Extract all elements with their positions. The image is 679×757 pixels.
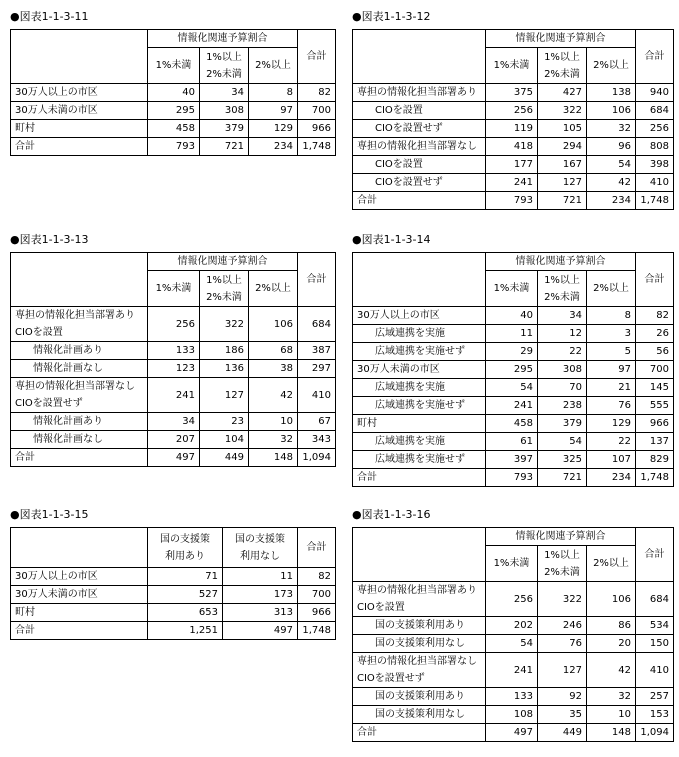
table-row xyxy=(11,360,336,378)
cell-value: 11 xyxy=(223,568,298,586)
cell-value: 127 xyxy=(200,378,249,413)
table-row xyxy=(353,120,674,138)
table-row xyxy=(353,635,674,653)
data-table xyxy=(352,252,674,487)
col-header-lt1: 1%未満 xyxy=(486,48,538,84)
data-table xyxy=(10,252,336,467)
cell-value: 40 xyxy=(486,307,538,325)
cell-value: 177 xyxy=(486,156,538,174)
row-label: 専担の情報化担当部署なし xyxy=(353,138,486,156)
figure-title: ●図表1-1-3-12 xyxy=(352,10,431,23)
cell-value: 256 xyxy=(486,102,538,120)
cell-value: 34 xyxy=(200,84,249,102)
cell-value: 721 xyxy=(538,192,587,210)
row-label: 広域連携を実施せず xyxy=(353,343,486,361)
cell-value: 1,094 xyxy=(636,724,674,742)
cell-value: 5 xyxy=(587,343,636,361)
figure-1-1-3-15 xyxy=(10,508,336,640)
col-header-lt1: 1%未満 xyxy=(148,271,200,307)
cell-value: 35 xyxy=(538,706,587,724)
cell-value: 105 xyxy=(538,120,587,138)
cell-value: 1,748 xyxy=(298,138,336,156)
col-header-ge2: 2%以上 xyxy=(587,546,636,582)
cell-value: 322 xyxy=(538,102,587,120)
cell-value: 54 xyxy=(538,433,587,451)
cell-value: 322 xyxy=(200,307,249,342)
cell-value: 458 xyxy=(486,415,538,433)
table-row xyxy=(353,379,674,397)
row-label: 情報化計画あり xyxy=(11,413,148,431)
cell-value: 3 xyxy=(587,325,636,343)
row-label: 専担の情報化担当部署あり CIOを設置 xyxy=(353,582,486,617)
row-label: 合計 xyxy=(11,138,148,156)
cell-value: 397 xyxy=(486,451,538,469)
cell-value: 497 xyxy=(223,622,298,640)
table-row xyxy=(353,415,674,433)
cell-value: 153 xyxy=(636,706,674,724)
total-row xyxy=(11,138,336,156)
corner-cell xyxy=(353,528,486,582)
cell-value: 136 xyxy=(200,360,249,378)
table-row xyxy=(11,102,336,120)
cell-value: 684 xyxy=(636,582,674,617)
col-header-lt1: 1%未満 xyxy=(148,48,200,84)
cell-value: 127 xyxy=(538,653,587,688)
row-label: 町村 xyxy=(11,120,148,138)
total-row xyxy=(353,469,674,487)
cell-value: 42 xyxy=(587,653,636,688)
cell-value: 71 xyxy=(148,568,223,586)
cell-value: 256 xyxy=(486,582,538,617)
cell-value: 325 xyxy=(538,451,587,469)
cell-value: 241 xyxy=(148,378,200,413)
cell-value: 418 xyxy=(486,138,538,156)
col-header-ge2: 2%以上 xyxy=(587,48,636,84)
cell-value: 54 xyxy=(486,635,538,653)
cell-value: 8 xyxy=(249,84,298,102)
group-header: 情報化関連予算割合 xyxy=(486,30,636,48)
cell-value: 32 xyxy=(587,120,636,138)
cell-value: 427 xyxy=(538,84,587,102)
cell-value: 234 xyxy=(249,138,298,156)
total-header: 合計 xyxy=(298,528,336,568)
cell-value: 22 xyxy=(538,343,587,361)
cell-value: 256 xyxy=(636,120,674,138)
cell-value: 700 xyxy=(298,586,336,604)
cell-value: 1,748 xyxy=(636,469,674,487)
cell-value: 61 xyxy=(486,433,538,451)
cell-value: 202 xyxy=(486,617,538,635)
cell-value: 10 xyxy=(587,706,636,724)
cell-value: 148 xyxy=(249,449,298,467)
cell-value: 137 xyxy=(636,433,674,451)
cell-value: 241 xyxy=(486,653,538,688)
cell-value: 97 xyxy=(587,361,636,379)
col-header-ge2: 2%以上 xyxy=(249,271,298,307)
cell-value: 308 xyxy=(538,361,587,379)
total-header: 合計 xyxy=(636,528,674,582)
figure-1-1-3-14 xyxy=(352,233,674,487)
cell-value: 793 xyxy=(486,192,538,210)
table-row xyxy=(353,343,674,361)
table-row xyxy=(353,688,674,706)
total-row xyxy=(353,724,674,742)
row-label: CIOを設置 xyxy=(353,102,486,120)
row-label: 国の支援策利用あり xyxy=(353,617,486,635)
row-label: 専担の情報化担当部署なし CIOを設置せず xyxy=(11,378,148,413)
cell-value: 257 xyxy=(636,688,674,706)
table-row xyxy=(353,84,674,102)
row-label: 国の支援策利用あり xyxy=(353,688,486,706)
cell-value: 1,748 xyxy=(636,192,674,210)
cell-value: 22 xyxy=(587,433,636,451)
cell-value: 133 xyxy=(486,688,538,706)
cell-value: 653 xyxy=(148,604,223,622)
figure-title: ●図表1-1-3-14 xyxy=(352,233,431,246)
cell-value: 1,094 xyxy=(298,449,336,467)
cell-value: 173 xyxy=(223,586,298,604)
cell-value: 82 xyxy=(298,568,336,586)
cell-value: 145 xyxy=(636,379,674,397)
cell-value: 343 xyxy=(298,431,336,449)
cell-value: 10 xyxy=(249,413,298,431)
row-label: 専担の情報化担当部署なし CIOを設置せず xyxy=(353,653,486,688)
row-label: 合計 xyxy=(353,724,486,742)
cell-value: 829 xyxy=(636,451,674,469)
col-header-1to2: 1%以上 2%未満 xyxy=(200,271,249,307)
data-table xyxy=(352,29,674,210)
cell-value: 42 xyxy=(249,378,298,413)
cell-value: 966 xyxy=(298,120,336,138)
cell-value: 1,748 xyxy=(298,622,336,640)
cell-value: 379 xyxy=(200,120,249,138)
cell-value: 700 xyxy=(636,361,674,379)
cell-value: 497 xyxy=(486,724,538,742)
group-header: 情報化関連予算割合 xyxy=(486,528,636,546)
table-row xyxy=(11,307,336,342)
cell-value: 32 xyxy=(249,431,298,449)
cell-value: 410 xyxy=(636,653,674,688)
cell-value: 966 xyxy=(636,415,674,433)
figure-title: ●図表1-1-3-15 xyxy=(10,508,89,521)
row-label: 専担の情報化担当部署あり CIOを設置 xyxy=(11,307,148,342)
col-header-1to2: 1%以上 2%未満 xyxy=(538,546,587,582)
table-row xyxy=(353,325,674,343)
table-row xyxy=(11,342,336,360)
cell-value: 308 xyxy=(200,102,249,120)
total-header: 合計 xyxy=(636,253,674,307)
row-label: 30万人未満の市区 xyxy=(11,102,148,120)
table-row xyxy=(11,378,336,413)
cell-value: 129 xyxy=(249,120,298,138)
data-table xyxy=(10,29,336,156)
row-label: 30万人未満の市区 xyxy=(353,361,486,379)
cell-value: 534 xyxy=(636,617,674,635)
table-row xyxy=(353,653,674,688)
data-table xyxy=(352,527,674,742)
group-header: 情報化関連予算割合 xyxy=(148,253,298,271)
cell-value: 808 xyxy=(636,138,674,156)
table-row xyxy=(353,706,674,724)
col-header-lt1: 1%未満 xyxy=(486,546,538,582)
table-row xyxy=(11,604,336,622)
row-label: 広域連携を実施せず xyxy=(353,397,486,415)
cell-value: 207 xyxy=(148,431,200,449)
cell-value: 67 xyxy=(298,413,336,431)
table-row xyxy=(353,582,674,617)
cell-value: 21 xyxy=(587,379,636,397)
cell-value: 8 xyxy=(587,307,636,325)
cell-value: 410 xyxy=(636,174,674,192)
table-row xyxy=(11,84,336,102)
cell-value: 379 xyxy=(538,415,587,433)
col-header-ge2: 2%以上 xyxy=(587,271,636,307)
table-row xyxy=(11,586,336,604)
cell-value: 106 xyxy=(587,102,636,120)
cell-value: 106 xyxy=(587,582,636,617)
cell-value: 458 xyxy=(148,120,200,138)
corner-cell xyxy=(11,30,148,84)
cell-value: 449 xyxy=(200,449,249,467)
cell-value: 150 xyxy=(636,635,674,653)
col-header-ge2: 2%以上 xyxy=(249,48,298,84)
cell-value: 119 xyxy=(486,120,538,138)
table-row xyxy=(353,156,674,174)
cell-value: 82 xyxy=(298,84,336,102)
total-row xyxy=(11,622,336,640)
figure-1-1-3-12 xyxy=(352,10,674,210)
figure-title: ●図表1-1-3-16 xyxy=(352,508,431,521)
cell-value: 96 xyxy=(587,138,636,156)
group-header: 情報化関連予算割合 xyxy=(148,30,298,48)
cell-value: 238 xyxy=(538,397,587,415)
row-label: CIOを設置 xyxy=(353,156,486,174)
row-label: 専担の情報化担当部署あり xyxy=(353,84,486,102)
cell-value: 123 xyxy=(148,360,200,378)
cell-value: 26 xyxy=(636,325,674,343)
cell-value: 410 xyxy=(298,378,336,413)
cell-value: 700 xyxy=(298,102,336,120)
col-header-1to2: 1%以上 2%未満 xyxy=(538,271,587,307)
cell-value: 23 xyxy=(200,413,249,431)
row-label: 広域連携を実施 xyxy=(353,379,486,397)
cell-value: 375 xyxy=(486,84,538,102)
total-header: 合計 xyxy=(298,253,336,307)
cell-value: 684 xyxy=(636,102,674,120)
cell-value: 241 xyxy=(486,397,538,415)
cell-value: 106 xyxy=(249,307,298,342)
cell-value: 313 xyxy=(223,604,298,622)
cell-value: 234 xyxy=(587,192,636,210)
cell-value: 246 xyxy=(538,617,587,635)
figure-title: ●図表1-1-3-11 xyxy=(10,10,89,23)
corner-cell xyxy=(353,253,486,307)
corner-cell xyxy=(11,528,148,568)
table-row xyxy=(11,120,336,138)
table-row xyxy=(353,451,674,469)
cell-value: 387 xyxy=(298,342,336,360)
row-label: 合計 xyxy=(353,469,486,487)
row-label: 30万人未満の市区 xyxy=(11,586,148,604)
cell-value: 148 xyxy=(587,724,636,742)
row-label: 広域連携を実施 xyxy=(353,325,486,343)
total-row xyxy=(353,192,674,210)
cell-value: 234 xyxy=(587,469,636,487)
row-label: 合計 xyxy=(353,192,486,210)
row-label: 合計 xyxy=(11,622,148,640)
row-label: 広域連携を実施せず xyxy=(353,451,486,469)
cell-value: 721 xyxy=(538,469,587,487)
table-row xyxy=(353,397,674,415)
table-row xyxy=(353,138,674,156)
cell-value: 68 xyxy=(249,342,298,360)
col-header-support-used: 国の支援策 利用あり xyxy=(148,528,223,568)
row-label: 30万人以上の市区 xyxy=(11,568,148,586)
cell-value: 555 xyxy=(636,397,674,415)
cell-value: 76 xyxy=(538,635,587,653)
row-label: CIOを設置せず xyxy=(353,120,486,138)
cell-value: 40 xyxy=(148,84,200,102)
table-row xyxy=(353,433,674,451)
cell-value: 322 xyxy=(538,582,587,617)
col-header-1to2: 1%以上 2%未満 xyxy=(200,48,249,84)
cell-value: 793 xyxy=(148,138,200,156)
cell-value: 129 xyxy=(587,415,636,433)
row-label: 町村 xyxy=(11,604,148,622)
cell-value: 398 xyxy=(636,156,674,174)
cell-value: 295 xyxy=(486,361,538,379)
total-header: 合計 xyxy=(298,30,336,84)
cell-value: 138 xyxy=(587,84,636,102)
cell-value: 82 xyxy=(636,307,674,325)
table-row xyxy=(353,102,674,120)
cell-value: 70 xyxy=(538,379,587,397)
row-label: CIOを設置せず xyxy=(353,174,486,192)
cell-value: 86 xyxy=(587,617,636,635)
cell-value: 97 xyxy=(249,102,298,120)
cell-value: 295 xyxy=(148,102,200,120)
cell-value: 34 xyxy=(148,413,200,431)
table-row xyxy=(353,307,674,325)
cell-value: 133 xyxy=(148,342,200,360)
row-label: 国の支援策利用なし xyxy=(353,706,486,724)
cell-value: 108 xyxy=(486,706,538,724)
figure-1-1-3-11 xyxy=(10,10,336,156)
cell-value: 256 xyxy=(148,307,200,342)
figure-1-1-3-13 xyxy=(10,233,336,467)
row-label: 情報化計画なし xyxy=(11,431,148,449)
cell-value: 793 xyxy=(486,469,538,487)
table-row xyxy=(353,617,674,635)
cell-value: 167 xyxy=(538,156,587,174)
cell-value: 241 xyxy=(486,174,538,192)
row-label: 30万人以上の市区 xyxy=(11,84,148,102)
cell-value: 11 xyxy=(486,325,538,343)
cell-value: 107 xyxy=(587,451,636,469)
figure-title: ●図表1-1-3-13 xyxy=(10,233,89,246)
table-row xyxy=(353,361,674,379)
row-label: 町村 xyxy=(353,415,486,433)
table-row xyxy=(11,413,336,431)
cell-value: 497 xyxy=(148,449,200,467)
row-label: 国の支援策利用なし xyxy=(353,635,486,653)
group-header: 情報化関連予算割合 xyxy=(486,253,636,271)
col-header-lt1: 1%未満 xyxy=(486,271,538,307)
cell-value: 940 xyxy=(636,84,674,102)
cell-value: 54 xyxy=(486,379,538,397)
cell-value: 32 xyxy=(587,688,636,706)
table-row xyxy=(11,568,336,586)
data-table xyxy=(10,527,336,640)
row-label: 情報化計画あり xyxy=(11,342,148,360)
row-label: 30万人以上の市区 xyxy=(353,307,486,325)
table-row xyxy=(353,174,674,192)
cell-value: 527 xyxy=(148,586,223,604)
row-label: 情報化計画なし xyxy=(11,360,148,378)
cell-value: 12 xyxy=(538,325,587,343)
cell-value: 76 xyxy=(587,397,636,415)
cell-value: 297 xyxy=(298,360,336,378)
col-header-1to2: 1%以上 2%未満 xyxy=(538,48,587,84)
cell-value: 42 xyxy=(587,174,636,192)
table-row xyxy=(11,431,336,449)
row-label: 合計 xyxy=(11,449,148,467)
row-label: 広域連携を実施 xyxy=(353,433,486,451)
cell-value: 104 xyxy=(200,431,249,449)
cell-value: 127 xyxy=(538,174,587,192)
total-header: 合計 xyxy=(636,30,674,84)
cell-value: 54 xyxy=(587,156,636,174)
cell-value: 92 xyxy=(538,688,587,706)
cell-value: 294 xyxy=(538,138,587,156)
cell-value: 966 xyxy=(298,604,336,622)
corner-cell xyxy=(353,30,486,84)
cell-value: 34 xyxy=(538,307,587,325)
cell-value: 56 xyxy=(636,343,674,361)
col-header-support-unused: 国の支援策 利用なし xyxy=(223,528,298,568)
corner-cell xyxy=(11,253,148,307)
cell-value: 1,251 xyxy=(148,622,223,640)
total-row xyxy=(11,449,336,467)
cell-value: 721 xyxy=(200,138,249,156)
cell-value: 29 xyxy=(486,343,538,361)
cell-value: 38 xyxy=(249,360,298,378)
cell-value: 186 xyxy=(200,342,249,360)
cell-value: 684 xyxy=(298,307,336,342)
figure-1-1-3-16 xyxy=(352,508,674,742)
cell-value: 449 xyxy=(538,724,587,742)
cell-value: 20 xyxy=(587,635,636,653)
